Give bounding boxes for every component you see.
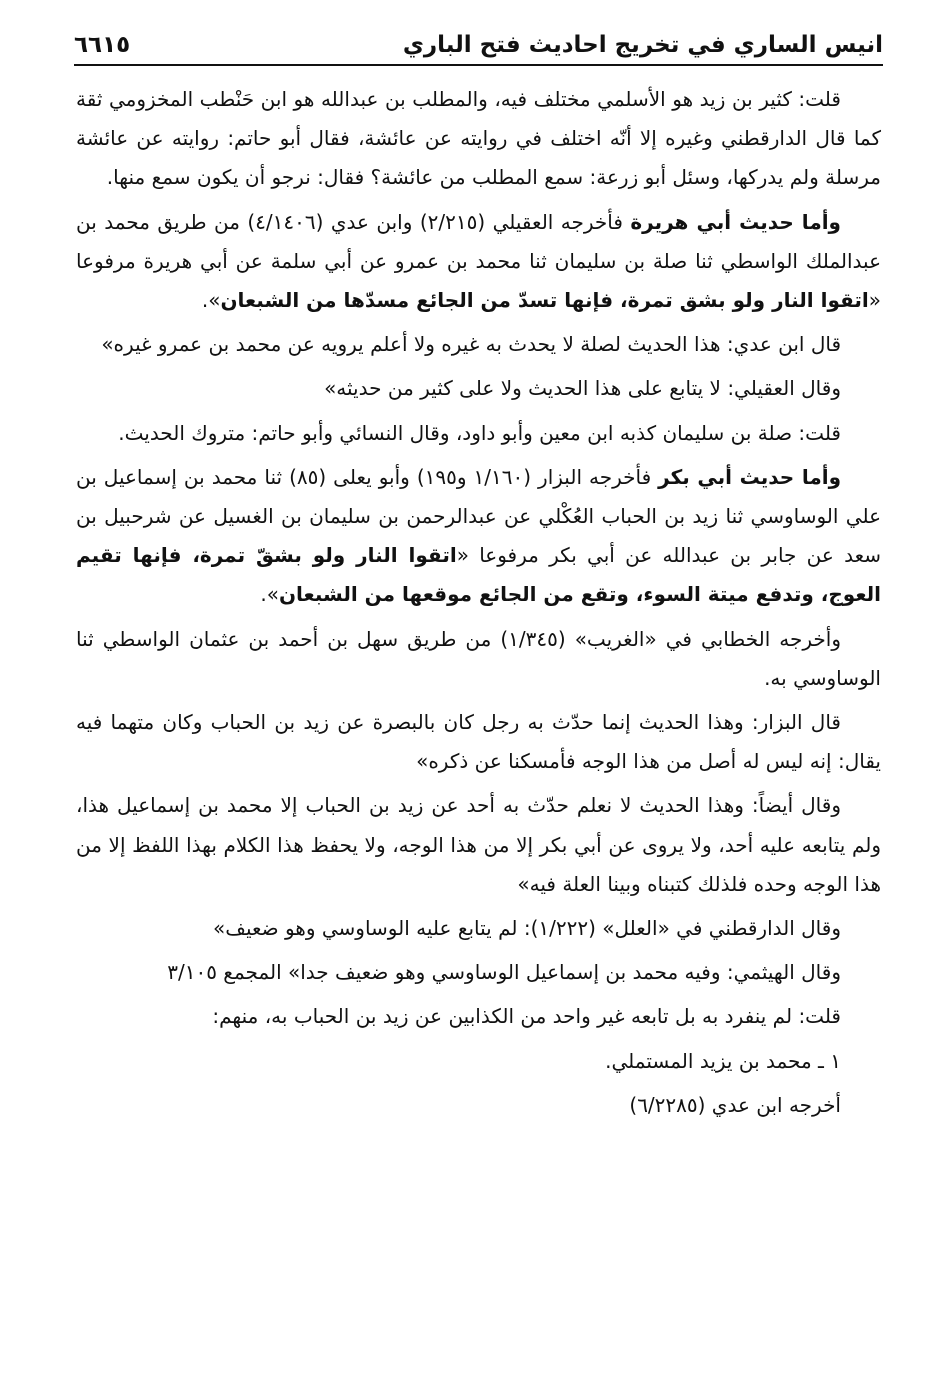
paragraph — [76, 203, 881, 321]
paragraph — [76, 458, 881, 615]
page-number: ٦٦١٥ — [74, 32, 131, 58]
bold-text: اتقوا النار ولو بشقّ تمرة، فإنها تقيم العوج، وتدفع ميتة السوء، وتقع من الجائع موقعها من الشبعان — [76, 543, 881, 607]
paragraph — [76, 369, 881, 408]
text-run: قلت: صلة بن سليمان كذبه ابن معين وأبو داود، وقال النسائي وأبو حاتم: متروك الحديث. — [118, 420, 841, 445]
paragraph — [76, 1042, 881, 1081]
paragraph — [76, 325, 881, 364]
text-run: قال البزار: وهذا الحديث إنما حدّث به رجل كان بالبصرة عن زيد بن الحباب وكان متهما فيه يقال: إنه ليس له أصل من هذا الوجه فأمسكنا عن ذكره» — [76, 710, 881, 774]
paragraph — [76, 414, 881, 453]
text-run: ١ ـ محمد بن يزيد المستملي. — [605, 1048, 841, 1073]
text-run: وقال أيضاً: وهذا الحديث لا نعلم حدّث به أحد عن زيد بن الحباب إلا محمد بن إسماعيل هذا، ولم يتابعه عليه أحد، ولا يروى عن أبي بكر إلا من هذا الوجه، ولا يحفظ هذا الكلام بهذا اللفظ إلا من هذا الوجه وحده فلذلك كتبناه وبينا العلة فيه» — [76, 793, 881, 896]
paragraph — [76, 997, 881, 1036]
bold-text: اتقوا النار ولو بشق تمرة، فإنها تسدّ من الجائع مسدّها من الشبعان — [220, 288, 869, 313]
text-run: وقال الدارقطني في «العلل» (١/٢٢٢): لم يتابع عليه الوساوسي وهو ضعيف» — [213, 916, 841, 941]
text-run: وقال العقيلي: لا يتابع على هذا الحديث ولا على كثير من حديثه» — [324, 376, 841, 401]
bold-text: وأما حديث أبي هريرة — [630, 209, 841, 234]
paragraph — [76, 909, 881, 948]
paragraph — [76, 953, 881, 992]
text-run: قلت: لم ينفرد به بل تابعه غير واحد من الكذابين عن زيد بن الحباب به، منهم: — [212, 1004, 841, 1029]
paragraph — [76, 620, 881, 698]
text-run: فأخرجه البزار (١/١٦٠ و١٩٥) وأبو يعلى (٨٥) ثنا محمد بن إسماعيل بن علي الوساوسي ثنا زيد بن الحباب العُكْلي عن عبدالرحمن بن سليمان بن الغسيل عن شرحبيل بن سعد عن جابر بن عبدالله عن أبي بكر مرفوعا « — [76, 464, 882, 568]
paragraph — [76, 786, 881, 904]
text-run: ». — [260, 582, 279, 607]
text-run: أخرجه ابن عدي (٦/٢٢٨٥) — [629, 1092, 841, 1117]
paragraph — [76, 703, 881, 781]
text-run: قال ابن عدي: هذا الحديث لصلة لا يحدث به غيره ولا أعلم يرويه عن محمد بن عمرو غيره» — [101, 332, 841, 357]
page-header — [74, 18, 883, 66]
running-title: انيس الساري في تخريج احاديث فتح الباري — [402, 32, 883, 58]
bold-text: وأما حديث أبي بكر — [658, 464, 842, 489]
text-run: ». — [201, 288, 221, 313]
page-body — [76, 80, 881, 1130]
text-run: قلت: كثير بن زيد هو الأسلمي مختلف فيه، والمطلب بن عبدالله هو ابن حَنْطب المخزومي ثقة كما قال الدارقطني وغيره إلا أنّه اختلف في روايته عن عائشة، فقال أبو حاتم: روايته عن عائشة مرسلة ولم يدركها، وسئل أبو زرعة: سمع المطلب من عائشة؟ فقال: نرجو أن يكون سمع منها. — [76, 87, 881, 190]
text-run: فأخرجه العقيلي (٢/٢١٥) وابن عدي (٤/١٤٠٦) من طريق محمد بن عبدالملك الواسطي ثنا صلة بن سليمان ثنا محمد بن عمرو عن أبي سلمة عن أبي هريرة مرفوعا « — [76, 209, 881, 313]
text-run: وقال الهيثمي: وفيه محمد بن إسماعيل الوساوسي وهو ضعيف جدا» المجمع ٣/١٠٥ — [167, 960, 841, 985]
paragraph — [76, 80, 881, 198]
paragraph — [76, 1086, 881, 1125]
text-run: وأخرجه الخطابي في «الغريب» (١/٣٤٥) من طريق سهل بن أحمد بن عثمان الواسطي ثنا الوساوسي به. — [76, 626, 881, 690]
